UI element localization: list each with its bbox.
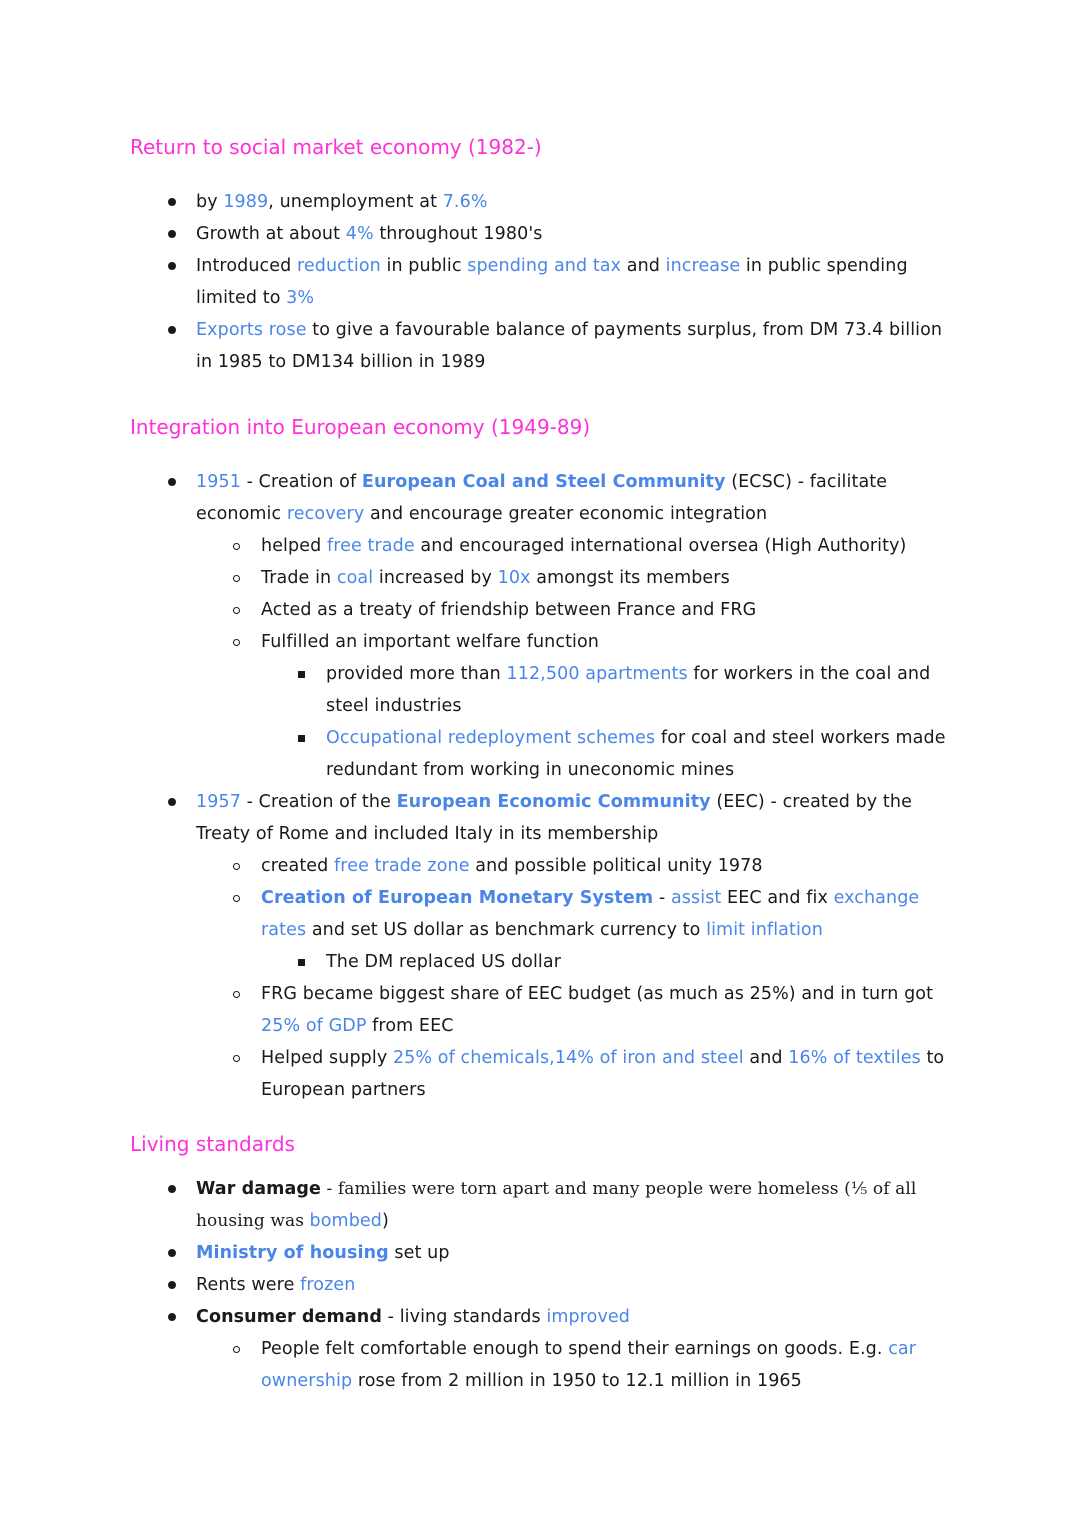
highlighted-text: bombed (309, 1211, 382, 1231)
highlighted-text: European Economic Community (396, 792, 711, 812)
item-text: - families were torn apart and many people were homeless (⅕ of all housing was (196, 1179, 917, 1231)
highlighted-text: limit inflation (706, 920, 823, 940)
list-item (130, 786, 960, 850)
list-item (130, 186, 960, 218)
item-text: in public spending limited to (196, 256, 908, 308)
circle-bullet-icon (227, 978, 245, 1010)
list-item (130, 218, 960, 250)
item-text: ) (382, 1211, 389, 1231)
list-item (130, 722, 960, 786)
circle-bullet-icon (227, 530, 245, 562)
highlighted-text: spending and tax (467, 256, 622, 276)
circle-bullet-icon (227, 1042, 245, 1074)
item-text: - (653, 888, 671, 908)
item-text: and set US dollar as benchmark currency to (306, 920, 707, 940)
highlighted-text: frozen (300, 1275, 356, 1295)
highlighted-text: European Coal and Steel Community (361, 472, 726, 492)
item-text: FRG became biggest share of EEC budget (as much as 25%) and in turn got (261, 984, 934, 1004)
highlighted-text: 7.6% (442, 192, 488, 212)
item-text: created (261, 856, 335, 876)
item-text: for workers in the coal and steel industries (326, 664, 931, 716)
item-text: by (196, 192, 224, 212)
item-text: increased by (373, 568, 498, 588)
item-text: throughout 1980's (373, 224, 543, 244)
highlighted-text: 10x (497, 568, 531, 588)
square-bullet-icon (292, 946, 310, 978)
list-item (130, 562, 960, 594)
section-list-living-standards (130, 1173, 960, 1397)
item-text: Helped supply (261, 1048, 393, 1068)
bullet-icon (163, 218, 181, 250)
circle-bullet-icon (227, 562, 245, 594)
list-item (130, 850, 960, 882)
circle-bullet-icon (227, 626, 245, 658)
item-text: provided more than (326, 664, 507, 684)
highlighted-text: improved (546, 1307, 630, 1327)
list-item (130, 250, 960, 314)
item-text: Introduced (196, 256, 297, 276)
highlighted-text: 25% of GDP (261, 1016, 367, 1036)
bullet-icon (163, 250, 181, 282)
highlighted-text: assist (670, 888, 722, 908)
item-text: amongst its members (530, 568, 730, 588)
item-text: and encouraged international oversea (High Authority) (414, 536, 907, 556)
bullet-icon (163, 314, 181, 346)
circle-bullet-icon (227, 1333, 245, 1365)
item-text: and (743, 1048, 789, 1068)
item-text: helped (261, 536, 327, 556)
list-item (130, 314, 960, 378)
item-text: to give a favourable balance of payments surplus, from DM 73.4 billion in 1985 to DM134 billion in 1989 (196, 320, 943, 372)
list-item (130, 1301, 960, 1333)
item-text: , unemployment at (268, 192, 443, 212)
section-list-european-integration (130, 466, 960, 1106)
list-item (130, 978, 960, 1042)
item-text: The DM replaced US dollar (326, 952, 562, 972)
item-text: in public (380, 256, 468, 276)
highlighted-text: 1957 (196, 792, 241, 812)
item-text: and (621, 256, 666, 276)
highlighted-text: reduction (297, 256, 381, 276)
item-text: War damage (196, 1179, 321, 1199)
highlighted-text: Occupational redeployment schemes (326, 728, 656, 748)
section-list-social-market (130, 186, 960, 378)
list-item (130, 466, 960, 530)
bullet-icon (163, 786, 181, 818)
highlighted-text: Creation of European Monetary System (261, 888, 654, 908)
item-text: - living standards (381, 1307, 547, 1327)
item-text: (ECSC) - facilitate economic (196, 472, 888, 524)
item-text: (EEC) - created by the Treaty of Rome and included Italy in its membership (196, 792, 912, 844)
bullet-icon (163, 1173, 181, 1205)
highlighted-text: free trade (326, 536, 415, 556)
item-text: Fulfilled an important welfare function (261, 632, 599, 652)
bullet-icon (163, 186, 181, 218)
bullet-icon (163, 1269, 181, 1301)
item-text: Acted as a treaty of friendship between France and FRG (261, 600, 757, 620)
item-text: Trade in (261, 568, 337, 588)
list-item (130, 530, 960, 562)
list-item (130, 658, 960, 722)
highlighted-text: recovery (286, 504, 365, 524)
bullet-icon (163, 1301, 181, 1333)
highlighted-text: free trade zone (334, 856, 470, 876)
list-item (130, 1042, 960, 1106)
item-text: People felt comfortable enough to spend their earnings on goods. E.g. (261, 1339, 889, 1359)
square-bullet-icon (292, 722, 310, 754)
item-text: from EEC (366, 1016, 454, 1036)
highlighted-text: 1951 (196, 472, 241, 492)
item-text: and possible political unity 1978 (469, 856, 763, 876)
list-item (130, 1237, 960, 1269)
item-text: and encourage greater economic integration (364, 504, 768, 524)
item-text: - Creation of (240, 472, 362, 492)
section-heading-living-standards: Living standards (130, 1132, 295, 1156)
section-heading-european-integration: Integration into European economy (1949-89) (130, 415, 591, 439)
list-item (130, 946, 960, 978)
highlighted-text: Exports rose (196, 320, 307, 340)
highlighted-text: car ownership (261, 1339, 917, 1391)
item-text: Growth at about (196, 224, 346, 244)
highlighted-text: exchange rates (261, 888, 920, 940)
item-text: rose from 2 million in 1950 to 12.1 million in 1965 (352, 1371, 802, 1391)
highlighted-text: 4% (345, 224, 374, 244)
highlighted-text: increase (665, 256, 741, 276)
list-item (130, 1269, 960, 1301)
highlighted-text: 25% of chemicals,14% of iron and steel (392, 1048, 744, 1068)
highlighted-text: 1989 (223, 192, 269, 212)
item-text: Rents were (196, 1275, 301, 1295)
highlighted-text: 112,500 apartments (506, 664, 688, 684)
bullet-icon (163, 466, 181, 498)
bullet-icon (163, 1237, 181, 1269)
list-item (130, 1333, 960, 1397)
highlighted-text: 16% of textiles (788, 1048, 921, 1068)
list-item (130, 594, 960, 626)
square-bullet-icon (292, 658, 310, 690)
highlighted-text: coal (336, 568, 374, 588)
item-text: Consumer demand (196, 1307, 382, 1327)
highlighted-text: Ministry of housing (196, 1243, 389, 1263)
circle-bullet-icon (227, 850, 245, 882)
section-heading-social-market: Return to social market economy (1982-) (130, 135, 542, 159)
item-text: - Creation of the (240, 792, 397, 812)
list-item (130, 882, 960, 946)
list-item (130, 1173, 960, 1237)
item-text: set up (388, 1243, 450, 1263)
item-text: EEC and fix (721, 888, 834, 908)
circle-bullet-icon (227, 594, 245, 626)
circle-bullet-icon (227, 882, 245, 914)
list-item (130, 626, 960, 658)
item-text: to European partners (261, 1048, 945, 1100)
highlighted-text: 3% (286, 288, 315, 308)
item-text: for coal and steel workers made redundant from working in uneconomic mines (326, 728, 946, 780)
